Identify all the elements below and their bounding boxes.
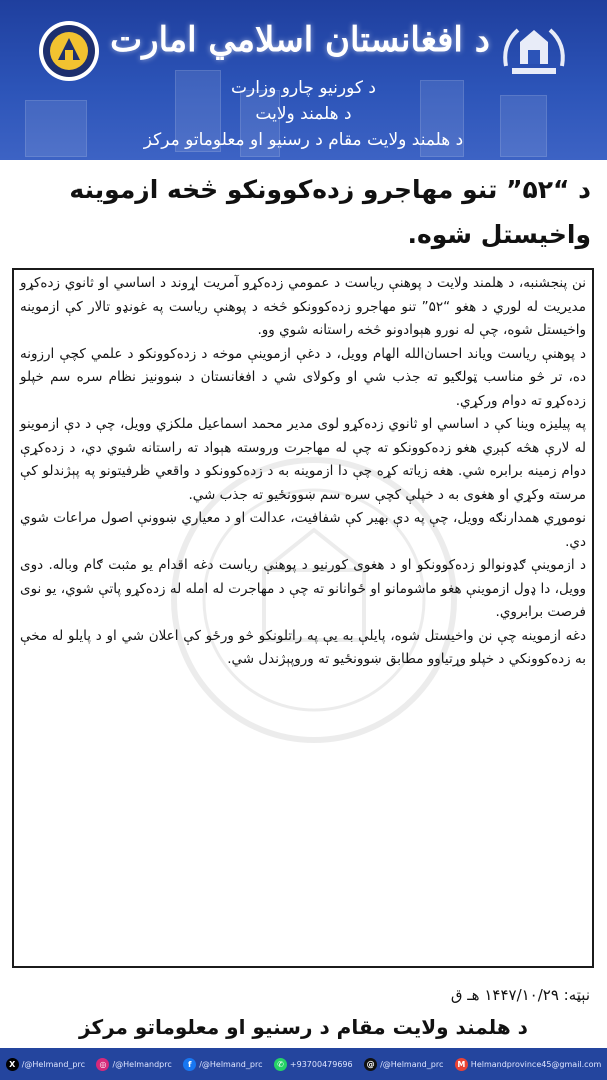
social-handle: /@Helmand_prc [199, 1059, 263, 1069]
headline: د “۵۲” تنو مهاجرو زده‌کوونکو څخه ازموینه واخیستل شوه. [69, 175, 591, 249]
header-banner [0, 0, 607, 160]
social-link-instagram[interactable] [96, 1058, 171, 1071]
media-center-name: د هلمند ولایت مقام د رسنیو او معلوماتو مرکز [143, 130, 464, 150]
paragraph: د پوهنې ریاست ویاند احسان‌الله الهام وویل، د دغې ازموینې موخه د زده‌کوونکو د علمي کچې ارزونه ده، تر څو مناسب ټولګيو ته جذب شي او وکولای شي د افغانستان د ښوونیز نظام سره سم خپلو زده‌کړو ته دوام ورکړي. [20, 345, 586, 409]
social-handle: Helmandprovince45@gmail.com [470, 1059, 602, 1069]
paragraph: د ازموینې ګډونوالو زده‌کوونکو او د هغوی کورنیو د پوهنې ریاست دغه اقدام یو مثبت ګام وباله. دوی وویل، دا ډول ازموینې هغو ماشومانو او ځوانانو ته چې د مهاجرت له امله له زده‌کړو پاتې شوي، یو نوی فرصت برابروي. [20, 557, 586, 620]
x-icon: X [6, 1058, 19, 1071]
social-bar [0, 1048, 607, 1080]
social-handle: /@Helmand_prc [21, 1059, 86, 1069]
facebook-icon: f [183, 1058, 196, 1071]
social-handle: /@Helmandprc [112, 1059, 172, 1069]
province-name: د هلمند ولایت [255, 104, 352, 124]
headline-box [10, 160, 595, 264]
social-link-facebook[interactable] [183, 1058, 262, 1071]
ministry-emblem-icon [38, 20, 100, 82]
mail-icon: M [455, 1058, 468, 1071]
threads-icon: @ [364, 1058, 377, 1071]
emirate-seal-icon [498, 20, 570, 82]
article-body [12, 268, 594, 968]
ministry-name: د کورنیو چارو وزارت [231, 78, 376, 98]
social-handle: +93700479696 [289, 1059, 353, 1069]
paragraph: نن پنجشنبه، د هلمند ولایت د پوهنې ریاست د عمومي زده‌کړو آمریت اړوند د اساسي او ثانوي زده‌کړو مدیریت له لوري د هغو “۵۲” تنو مهاجرو زده‌کوونکو څخه د پوهنې ریاست په غونډو تالار کې ازموینه واخیستل شوه، چې له نورو هېوادونو څخه راستانه شوي وو. [20, 275, 586, 338]
social-link-gmail[interactable] [455, 1058, 601, 1071]
paragraph: په پیلیزه وینا کې د اساسي او ثانوي زده‌کړو لوی مدیر محمد اسماعیل ملکزي وویل، چې د دې ازموینو له لارې هڅه کېږي هغو زده‌کوونکو ته چې له مهاجرت وروسته هېواد ته راستانه شوي دي، د زده‌کړې دوام زمینه برابره شي. هغه زیاته کړه چې دا ازموینه به د زده‌کوونکو د واقعي ظرفیتونو په پېژندلو کې مرسته وکړي او هغوی به د خپلې کچې سره سم ښوونځیو ته جذب شي. [20, 416, 586, 503]
social-link-whatsapp[interactable] [274, 1058, 353, 1071]
emirate-title: د افغانستان اسلامي امارت [110, 20, 490, 60]
footer-media-center: د هلمند ولایت مقام د رسنیو او معلوماتو مرکز [79, 1015, 528, 1039]
whatsapp-icon: ✆ [274, 1058, 287, 1071]
social-link-threads[interactable] [364, 1058, 443, 1071]
publish-date: نېټه: ۱۴۴۷/۱۰/۲۹ هـ ق [450, 986, 590, 1004]
paragraph: نوموړي همدارنګه وویل، چې په دې بهیر کې شفافیت، عدالت او د معیاري ښوونې اصول مراعات شوي دي. [20, 510, 586, 550]
paragraph: دغه ازموینه چې نن واخیستل شوه، پایلې به یې په راتلونکو څو ورځو کې اعلان شي او د پایلو له مخې به زده‌کوونکي د خپلو وړتیاوو مطابق ښوونځیو ته وروپېژندل شي. [20, 627, 586, 667]
social-handle: /@Helmand_prc [380, 1059, 444, 1069]
social-link-x[interactable] [6, 1058, 85, 1071]
instagram-icon: ◎ [96, 1058, 109, 1071]
